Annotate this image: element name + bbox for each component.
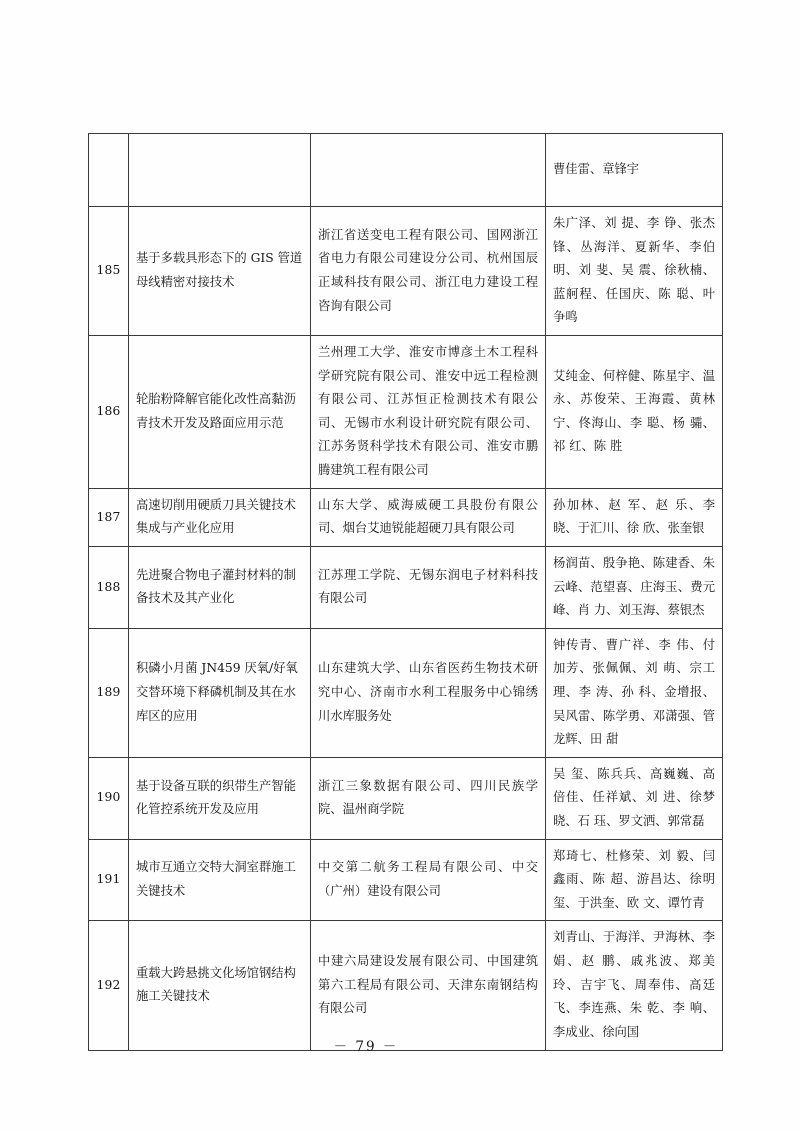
cell-title: 基于多载具形态下的 GIS 管道母线精密对接技术 (129, 207, 311, 336)
cell-organizations: 江苏理工学院、无锡东润电子材料科技有限公司 (311, 546, 546, 628)
cell-people: 郑琦七、杜修荣、刘 毅、闫鑫雨、陈 超、游昌达、徐明玺、于洪奎、欧 文、谭竹青 (546, 839, 723, 921)
cell-people: 刘青山、于海洋、尹海林、李 娟、赵 鹏、戚兆波、郑美玲、吉宇飞、周奉伟、高廷飞、李连燕、朱 乾、李 响、李成业、徐向国 (546, 921, 723, 1050)
cell-organizations (311, 134, 546, 207)
table-row (89, 628, 723, 757)
cell-index: 191 (89, 839, 129, 921)
cell-organizations: 浙江三象数据有限公司、四川民族学院、温州商学院 (311, 757, 546, 839)
table-row-continued (89, 134, 723, 207)
cell-index: 186 (89, 336, 129, 489)
table-row (89, 207, 723, 336)
table-row (89, 336, 723, 489)
cell-index: 190 (89, 757, 129, 839)
cell-index: 188 (89, 546, 129, 628)
cell-organizations: 兰州理工大学、淮安市博彦土木工程科学研究院有限公司、淮安中远工程检测有限公司、江苏恒正检测技术有限公司、无锡市水利设计研究院有限公司、江苏务贤科学技术有限公司、淮安市鹏腾建筑工程有限公司 (311, 336, 546, 489)
cell-people: 吴 玺、陈兵兵、高巍巍、高倍佳、任祥斌、刘 进、徐梦晓、石 珏、罗文洒、郭常磊 (546, 757, 723, 839)
cell-organizations: 山东建筑大学、山东省医药生物技术研究中心、济南市水利工程服务中心锦绣川水库服务处 (311, 628, 546, 757)
cell-index: 187 (89, 488, 129, 546)
award-list-table (88, 133, 723, 1051)
table-row (89, 757, 723, 839)
cell-people-text: 曹佳雷、章锋宇 (553, 162, 640, 177)
cell-title: 先进聚合物电子灌封材料的制备技术及其产业化 (129, 546, 311, 628)
table-row (89, 839, 723, 921)
page-number-footer: － 79 － (333, 1039, 399, 1055)
cell-people: 钟传青、曹广祥、李 伟、付加芳、张佩佩、刘 萌、宗工理、李 涛、孙 科、金增报、吴风雷、陈学勇、邓潇强、管龙辉、田 甜 (546, 628, 723, 757)
table-row (89, 921, 723, 1050)
cell-title: 重载大跨悬挑文化场馆钢结构施工关键技术 (129, 921, 311, 1050)
cell-people: 孙加林、赵 军、赵 乐、李 晓、于汇川、徐 欣、张奎银 (546, 488, 723, 546)
cell-people (546, 134, 723, 207)
cell-index: 192 (89, 921, 129, 1050)
table-body (89, 134, 723, 1051)
cell-people: 朱广泽、刘 提、李 铮、张杰锋、丛海洋、夏新华、李伯明、刘 斐、吴 震、徐秋楠、蓝舸程、任国庆、陈 聪、叶争鸣 (546, 207, 723, 336)
cell-organizations: 浙江省送变电工程有限公司、国网浙江省电力有限公司建设分公司、杭州国辰正域科技有限公司、浙江电力建设工程咨询有限公司 (311, 207, 546, 336)
cell-people: 杨润苗、殷争艳、陈建香、朱云峰、范望喜、庄海玉、费元峰、肖 力、刘玉海、蔡银杰 (546, 546, 723, 628)
cell-index: 189 (89, 628, 129, 757)
cell-organizations: 中交第二航务工程局有限公司、中交（广州）建设有限公司 (311, 839, 546, 921)
cell-title: 轮胎粉降解官能化改性高黏沥青技术开发及路面应用示范 (129, 336, 311, 489)
cell-title: 基于设备互联的织带生产智能化管控系统开发及应用 (129, 757, 311, 839)
cell-title: 城市互通立交特大洞室群施工关键技术 (129, 839, 311, 921)
cell-index: 185 (89, 207, 129, 336)
cell-people: 艾纯金、何梓健、陈星宇、温 永、苏俊荣、王海霞、黄林宁、佟海山、李 聪、杨 骦、祁 红、陈 胜 (546, 336, 723, 489)
cell-index (89, 134, 129, 207)
cell-title: 高速切削用硬质刀具关键技术集成与产业化应用 (129, 488, 311, 546)
cell-organizations: 山东大学、威海威硬工具股份有限公司、烟台艾迪锐能超硬刀具有限公司 (311, 488, 546, 546)
table-row (89, 546, 723, 628)
table-row (89, 488, 723, 546)
cell-title: 积磷小月菌 JN459 厌氧/好氧交替环境下释磷机制及其在水库区的应用 (129, 628, 311, 757)
cell-organizations: 中建六局建设发展有限公司、中国建筑第六工程局有限公司、天津东南钢结构有限公司 (311, 921, 546, 1050)
cell-title (129, 134, 311, 207)
award-table-container (88, 133, 722, 1051)
